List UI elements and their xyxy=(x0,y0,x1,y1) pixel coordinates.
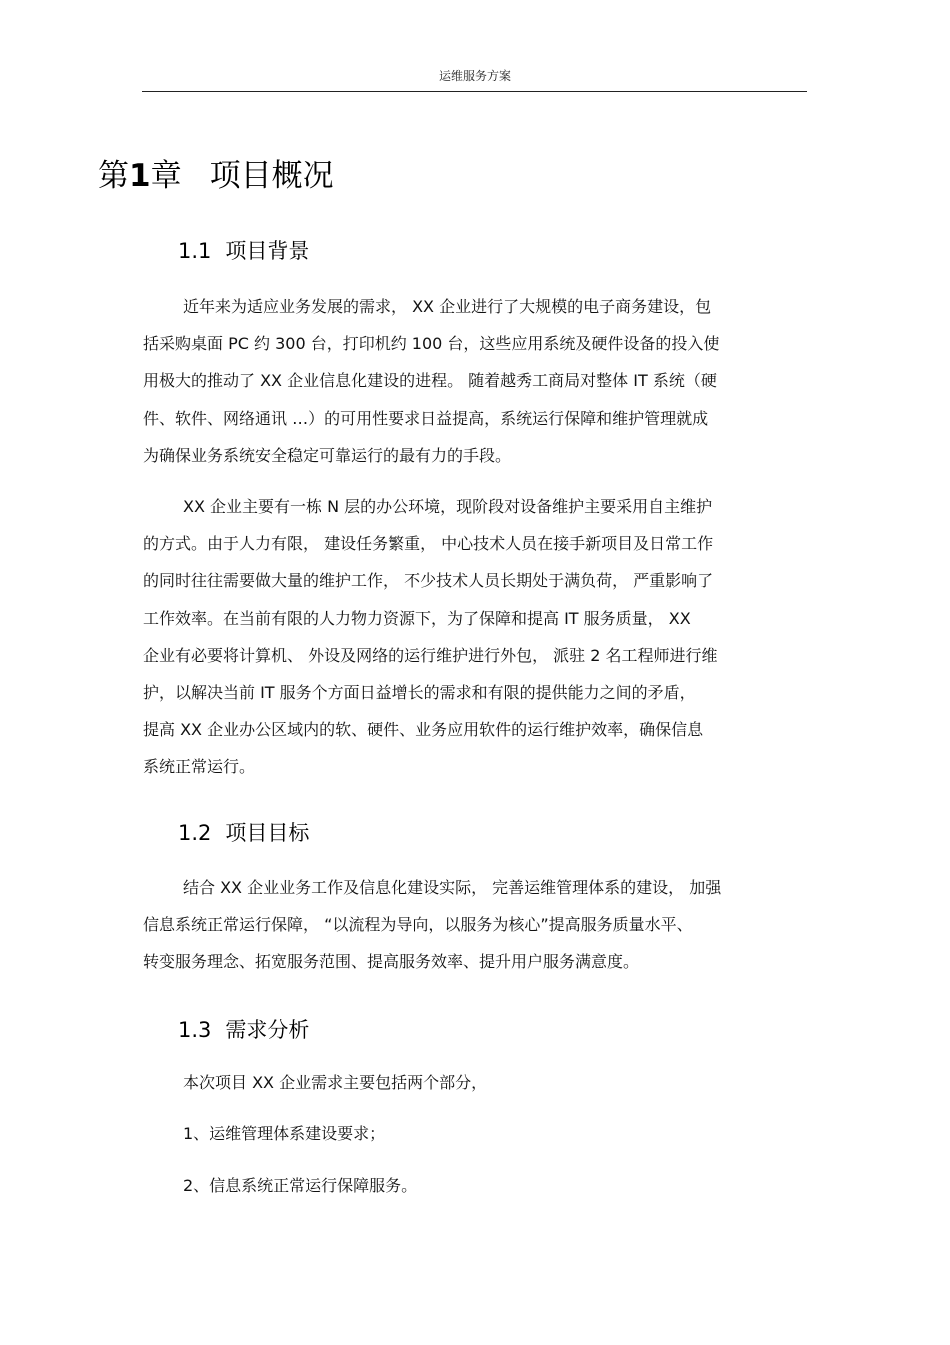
paragraph-line: 的方式。由于人力有限， 建设任务繁重， 中心技术人员在接手新项目及日常工作 xyxy=(143,534,714,554)
paragraph-line: 近年来为适应业务发展的需求， XX 企业进行了大规模的电子商务建设，包 xyxy=(183,297,712,316)
paragraph-line: 为确保业务系统安全稳定可靠运行的最有力的手段。 xyxy=(143,445,512,465)
paragraph-line: 提高 XX 企业办公区域内的软、硬件、业务应用软件的运行维护效率，确保信息 xyxy=(143,720,704,740)
paragraph-goals xyxy=(143,869,808,981)
chapter-title: 项目概况 xyxy=(209,158,334,194)
paragraph-background-2 xyxy=(143,488,808,786)
paragraph-line: 的同时往往需要做大量的维护工作， 不少技术人员长期处于满负荷， 严重影响了 xyxy=(143,571,714,591)
paragraph-line: 企业有必要将计算机、 外设及网络的运行维护进行外包， 派驻 2 名工程师进行维 xyxy=(143,645,718,665)
paragraph-line: 护，以解决当前 IT 服务个方面日益增长的需求和有限的提供能力之间的矛盾， xyxy=(143,682,696,702)
running-header: 运维服务方案 xyxy=(438,69,511,83)
section-number: 1.3 xyxy=(178,1018,212,1042)
chapter-heading xyxy=(98,152,334,200)
header-divider xyxy=(142,91,807,92)
section-heading-1-1 xyxy=(178,236,309,266)
paragraph-line: 结合 XX 企业业务工作及信息化建设实际， 完善运维管理体系的建设， 加强 xyxy=(183,878,722,897)
paragraph-line: 系统正常运行。 xyxy=(143,757,256,777)
section-heading-1-2 xyxy=(178,818,309,848)
requirements-intro: 本次项目 XX 企业需求主要包括两个部分， xyxy=(183,1073,488,1092)
chapter-suffix: 章 xyxy=(150,158,182,194)
paragraph-line: 工作效率。在当前有限的人力物力资源下，为了保障和提高 IT 服务质量， XX xyxy=(143,608,691,628)
paragraph-line: 用极大的推动了 XX 企业信息化建设的进程。 随着越秀工商局对整体 IT 系统（硬 xyxy=(143,371,717,391)
paragraph-line: 件、软件、网络通讯 …）的可用性要求日益提高，系统运行保障和维护管理就成 xyxy=(143,408,709,428)
section-number: 1.1 xyxy=(178,239,212,263)
requirement-item: 2、信息系统正常运行保障服务。 xyxy=(183,1176,418,1195)
section-number: 1.2 xyxy=(178,821,212,845)
section-title: 项目背景 xyxy=(225,239,310,263)
section-heading-1-3 xyxy=(178,1015,309,1045)
paragraph-line: 信息系统正常运行保障， “以流程为导向，以服务为核心”提高服务质量水平、 xyxy=(143,915,693,935)
paragraph-background-1 xyxy=(143,288,808,474)
section-title: 需求分析 xyxy=(225,1018,310,1042)
section-title: 项目目标 xyxy=(225,821,310,845)
chapter-prefix: 第 xyxy=(98,158,129,194)
requirement-item: 1、运维管理体系建设要求； xyxy=(183,1124,386,1143)
paragraph-line: XX 企业主要有一栋 N 层的办公环境，现阶段对设备维护主要采用自主维护 xyxy=(183,497,713,516)
paragraph-line: 转变服务理念、拓宽服务范围、提高服务效率、提升用户服务满意度。 xyxy=(143,952,640,972)
paragraph-line: 括采购桌面 PC 约 300 台，打印机约 100 台，这些应用系统及硬件设备的投入使 xyxy=(143,334,720,354)
chapter-number: 1 xyxy=(129,158,151,194)
